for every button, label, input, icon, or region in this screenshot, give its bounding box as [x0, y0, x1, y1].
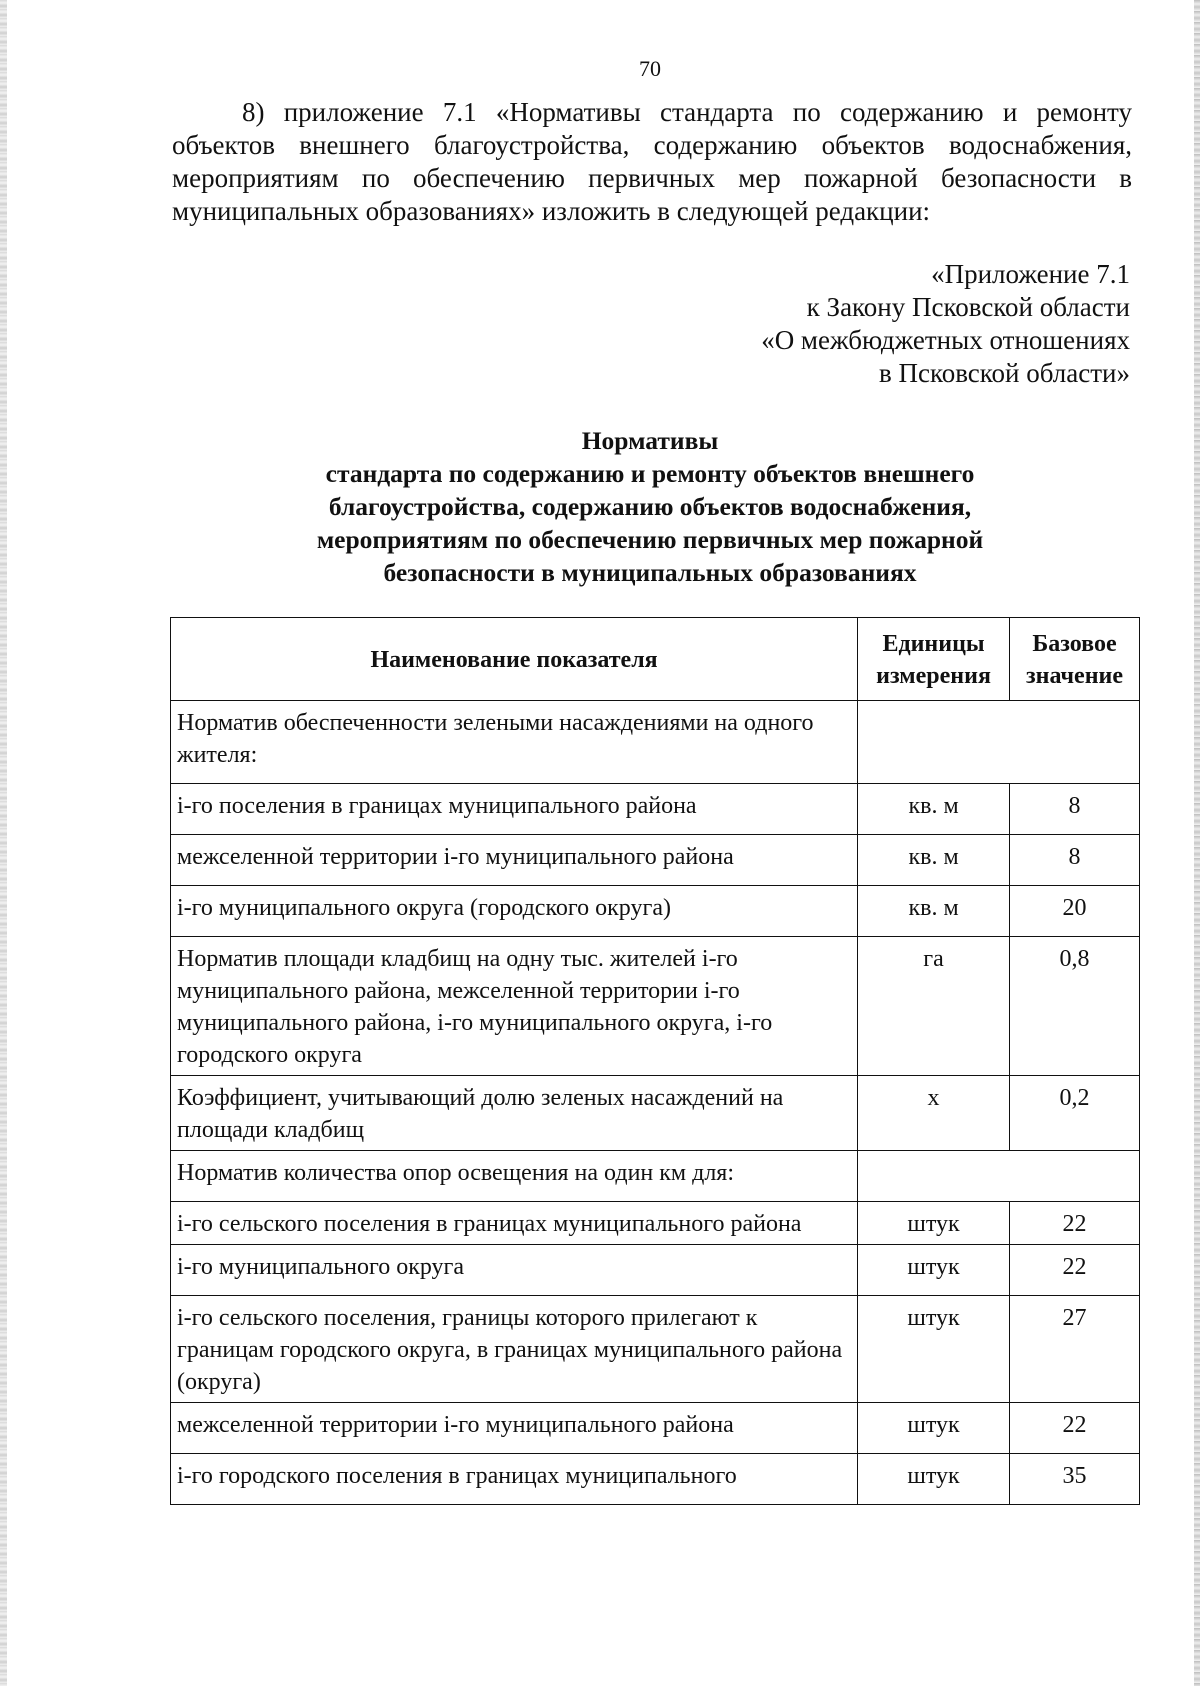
table-row	[171, 1245, 1140, 1296]
row-name: Норматив площади кладбищ на одну тыс. жителей i-го муниципального района, межселенной территории i-го муниципального района, i-го муниципального округа, i-го городского округа	[171, 937, 858, 1076]
row-value: 8	[1010, 784, 1140, 835]
table-row	[171, 1454, 1140, 1505]
row-name: Норматив количества опор освещения на один км для:	[171, 1151, 858, 1202]
row-name: межселенной территории i-го муниципального района	[171, 835, 858, 886]
row-empty-cell	[858, 701, 1140, 784]
title-line: мероприятиям по обеспечению первичных мер пожарной	[316, 525, 984, 554]
annex-line: «О межбюджетных отношениях	[761, 325, 1130, 355]
table-row	[171, 1403, 1140, 1454]
row-value: 0,2	[1010, 1076, 1140, 1151]
row-name: i-го сельского поселения в границах муниципального района	[171, 1202, 858, 1245]
row-name: Коэффициент, учитывающий долю зеленых насаждений на площади кладбищ	[171, 1076, 858, 1151]
title-line: Нормативы	[581, 426, 719, 455]
row-name: i-го городского поселения в границах муниципального	[171, 1454, 858, 1505]
page-number: 70	[639, 56, 661, 81]
row-name: Норматив обеспеченности зелеными насаждениями на одного жителя:	[171, 701, 858, 784]
row-unit: кв. м	[858, 835, 1010, 886]
row-value: 22	[1010, 1202, 1140, 1245]
header-unit: Единицы измерения	[858, 618, 1010, 701]
row-value: 0,8	[1010, 937, 1140, 1076]
row-unit: штук	[858, 1454, 1010, 1505]
row-value: 20	[1010, 886, 1140, 937]
table-row	[171, 1202, 1140, 1245]
row-unit: штук	[858, 1245, 1010, 1296]
table-row	[171, 701, 1140, 784]
scan-edge-left	[0, 0, 7, 1686]
annex-heading	[570, 258, 1130, 390]
header-name: Наименование показателя	[171, 618, 858, 701]
title-line: безопасности в муниципальных образованиях	[383, 558, 917, 587]
row-value: 22	[1010, 1403, 1140, 1454]
row-unit: га	[858, 937, 1010, 1076]
row-value: 22	[1010, 1245, 1140, 1296]
row-name: i-го муниципального округа (городского округа)	[171, 886, 858, 937]
title-line: стандарта по содержанию и ремонту объектов внешнего	[325, 459, 975, 488]
row-unit: штук	[858, 1202, 1010, 1245]
table-header-row	[171, 618, 1140, 701]
norms-table	[170, 617, 1140, 1505]
document-title	[170, 424, 1130, 589]
table-row	[171, 937, 1140, 1076]
row-unit: штук	[858, 1296, 1010, 1403]
row-value: 8	[1010, 835, 1140, 886]
table-row	[171, 1151, 1140, 1202]
row-value: 27	[1010, 1296, 1140, 1403]
annex-line: «Приложение 7.1	[931, 259, 1130, 289]
row-name: межселенной территории i-го муниципального района	[171, 1403, 858, 1454]
table-row	[171, 1296, 1140, 1403]
table-row	[171, 1076, 1140, 1151]
row-unit: штук	[858, 1403, 1010, 1454]
row-name: i-го сельского поселения, границы которого прилегают к границам городского округа, в границах муниципального района (округа)	[171, 1296, 858, 1403]
table-row	[171, 835, 1140, 886]
row-value: 35	[1010, 1454, 1140, 1505]
annex-line: в Псковской области»	[878, 358, 1130, 388]
table-row	[171, 784, 1140, 835]
intro-paragraph: 8) приложение 7.1 «Нормативы стандарта по содержанию и ремонту объектов внешнего благоустройства, содержанию объектов водоснабжения, мероприятиям по обеспечению первичных мер пожарной безопасности в муниципальных образованиях» изложить в следующей редакции:	[172, 97, 1132, 226]
row-name: i-го поселения в границах муниципального района	[171, 784, 858, 835]
title-line: благоустройства, содержанию объектов водоснабжения,	[328, 492, 972, 521]
row-unit: кв. м	[858, 886, 1010, 937]
scan-edge-right	[1194, 0, 1200, 1686]
header-value: Базовое значение	[1010, 618, 1140, 701]
annex-line: к Закону Псковской области	[806, 292, 1130, 322]
row-unit: х	[858, 1076, 1010, 1151]
table-row	[171, 886, 1140, 937]
row-unit: кв. м	[858, 784, 1010, 835]
row-empty-cell	[858, 1151, 1140, 1202]
row-name: i-го муниципального округа	[171, 1245, 858, 1296]
